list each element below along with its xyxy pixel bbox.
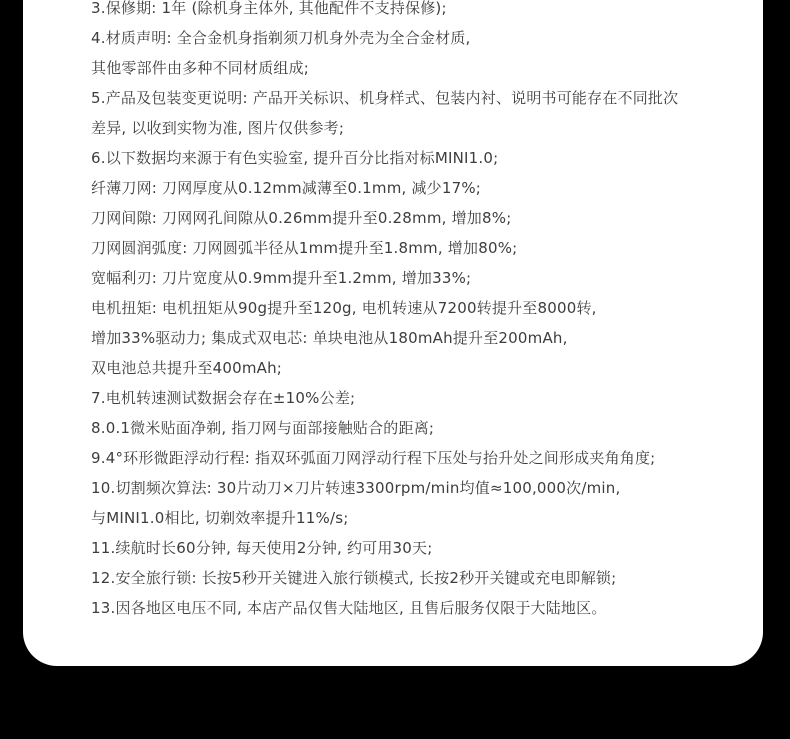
note-line: 9.4°环形微距浮动行程: 指双环弧面刀网浮动行程下压处与抬升处之间形成夹角角度; <box>91 449 656 467</box>
note-line: 13.因各地区电压不同, 本店产品仅售大陆地区, 且售后服务仅限于大陆地区。 <box>91 599 607 617</box>
note-line: 6.以下数据均来源于有色实验室, 提升百分比指对标MINI1.0; <box>91 149 499 167</box>
note-line: 刀网间隙: 刀网网孔间隙从0.26mm提升至0.28mm, 增加8%; <box>91 209 512 227</box>
note-line: 7.电机转速测试数据会存在±10%公差; <box>91 389 356 407</box>
notes-card <box>23 0 763 666</box>
note-line: 电机扭矩: 电机扭矩从90g提升至120g, 电机转速从7200转提升至8000转, <box>91 299 597 317</box>
note-line: 与MINI1.0相比, 切剃效率提升11%/s; <box>91 509 349 527</box>
note-line: 宽幅利刃: 刀片宽度从0.9mm提升至1.2mm, 增加33%; <box>91 269 472 287</box>
note-line: 5.产品及包装变更说明: 产品开关标识、机身样式、包装内衬、说明书可能存在不同批次 <box>91 89 679 107</box>
note-line: 纤薄刀网: 刀网厚度从0.12mm减薄至0.1mm, 减少17%; <box>91 179 482 197</box>
note-line: 双电池总共提升至400mAh; <box>91 359 283 377</box>
note-line: 3.保修期: 1年 (除机身主体外, 其他配件不支持保修); <box>91 0 447 17</box>
note-line: 其他零部件由多种不同材质组成; <box>91 59 310 77</box>
note-line: 差异, 以收到实物为准, 图片仅供参考; <box>91 119 345 137</box>
note-line: 增加33%驱动力; 集成式双电芯: 单块电池从180mAh提升至200mAh, <box>91 329 568 347</box>
note-line: 12.安全旅行锁: 长按5秒开关键进入旅行锁模式, 长按2秒开关键或充电即解锁; <box>91 569 617 587</box>
note-line: 10.切割频次算法: 30片动刀×刀片转速3300rpm/min均值≈100,000次/min, <box>91 479 621 497</box>
note-line: 11.续航时长60分钟, 每天使用2分钟, 约可用30天; <box>91 539 433 557</box>
product-notes-list <box>91 0 751 623</box>
note-line: 4.材质声明: 全合金机身指剃须刀机身外壳为全合金材质, <box>91 29 471 47</box>
note-line: 刀网圆润弧度: 刀网圆弧半径从1mm提升至1.8mm, 增加80%; <box>91 239 518 257</box>
note-line: 8.0.1微米贴面净剃, 指刀网与面部接触贴合的距离; <box>91 419 435 437</box>
